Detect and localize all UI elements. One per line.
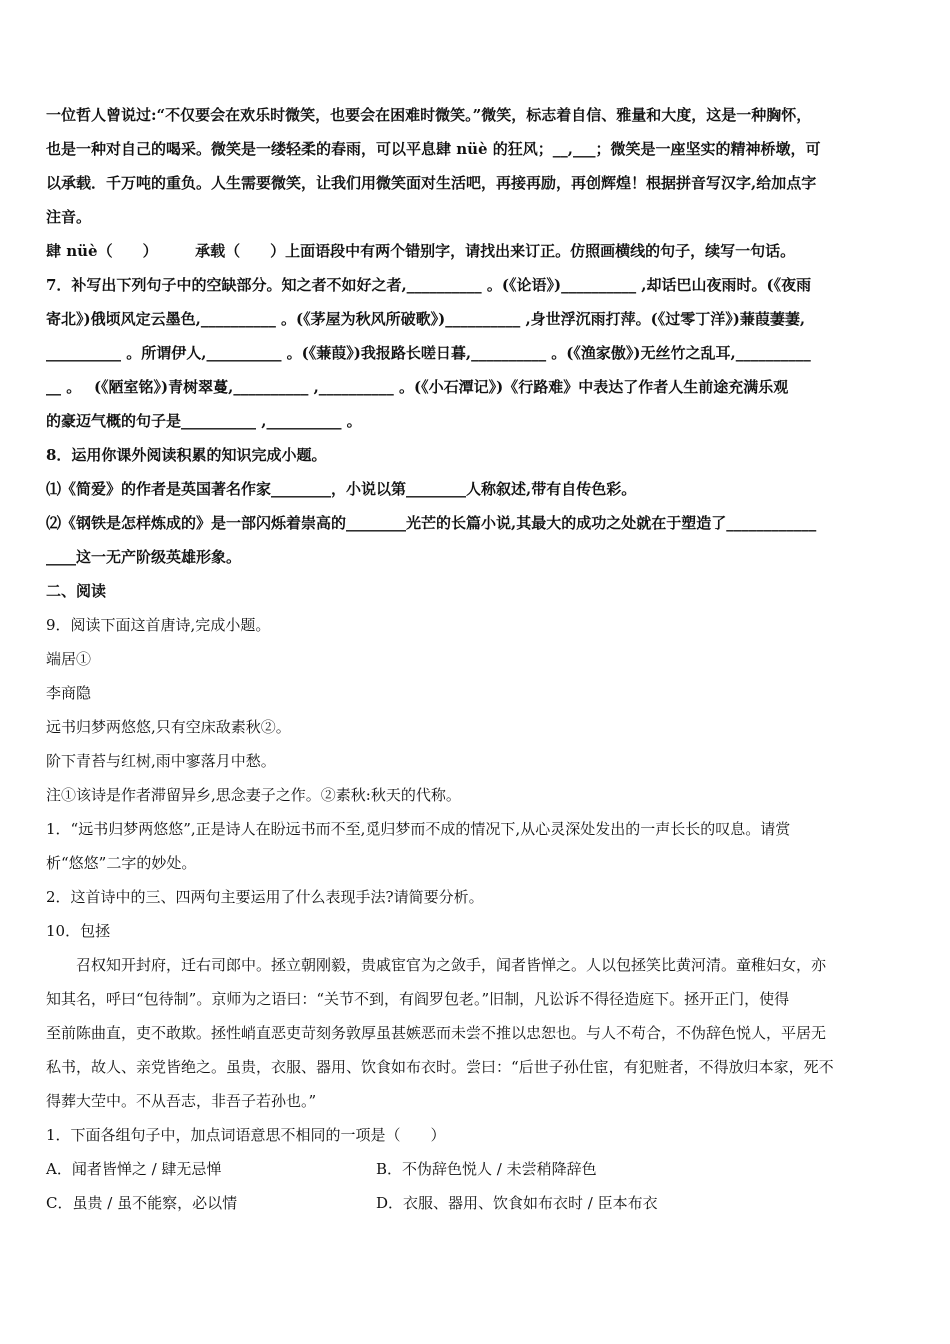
question-7-line: 的豪迈气概的句子是__________ ,__________ 。 (46, 412, 362, 430)
question-10-title: 10．包拯 (46, 922, 111, 940)
question-line: 肆 nüè（ ） 承载（ ）上面语段中有两个错别字，请找出来订正。仿照画横线的句子，续写一句话。 (46, 242, 796, 260)
passage-line: 以承载．千万吨的重负。人生需要微笑，让我们用微笑面对生活吧，再接再励，再创辉煌！根据拼音写汉字,给加点字 (46, 174, 817, 192)
question-7-line: __________ 。所谓伊人,__________ 。(《蒹葭》)我报路长嗟日暮,__________ 。(《渔家傲》)无丝竹之乱耳,__________ (46, 344, 811, 362)
poem-author: 李商隐 (46, 684, 92, 702)
passage-line: 一位哲人曾说过:“不仅要会在欢乐时微笑，也要会在困难时微笑。”微笑，标志着自信、雅量和大度，这是一种胸怀， (46, 106, 812, 124)
question-8-part-2-cont: ____这一无产阶级英雄形象。 (46, 548, 242, 566)
options-row (46, 1186, 908, 1220)
question-9-2: 2．这首诗中的三、四两句主要运用了什么表现手法?请简要分析。 (46, 888, 484, 906)
passage-line: 知其名，呼曰“包待制”。京师为之语曰：“关节不到，有阎罗包老。”旧制，凡讼诉不得径造庭下。拯开正门，使得 (46, 990, 790, 1008)
option-b: B．不伪辞色悦人 / 未尝稍降辞色 (376, 1160, 597, 1178)
passage-line: 得葬大茔中。不从吾志，非吾子若孙也。” (46, 1092, 317, 1110)
passage-line: 私书，故人、亲党皆绝之。虽贵，衣服、器用、饮食如布衣时。尝曰：“后世子孙仕宦，有犯赃者，不得放归本家，死不 (46, 1058, 834, 1076)
poem-title: 端居① (46, 650, 92, 668)
section-heading: 二、阅读 (46, 582, 107, 600)
question-8: 8．运用你课外阅读积累的知识完成小题。 (46, 446, 327, 464)
passage-line: 召权知开封府，迁右司郎中。拯立朝刚毅，贵戚宦官为之敛手，闻者皆惮之。人以包拯笑比黄河清。童稚妇女，亦 (76, 956, 827, 974)
passage-line: 至前陈曲直，吏不敢欺。拯性峭直恶吏苛刻务敦厚虽甚嫉恶而未尝不推以忠恕也。与人不苟合，不伪辞色悦人，平居无 (46, 1024, 827, 1042)
passage-line: 注音。 (46, 208, 92, 226)
question-9-1-cont: 析“悠悠”二字的妙处。 (46, 854, 197, 872)
question-8-part-1: ⑴《简爱》的作者是英国著名作家________，小说以第________人称叙述,带有自传色彩。 (46, 480, 637, 498)
document-page (46, 98, 908, 1220)
question-7: 7．补写出下列句子中的空缺部分。知之者不如好之者,__________ 。(《论语》)__________ ,却话巴山夜雨时。(《夜雨 (46, 276, 812, 294)
question-9: 9．阅读下面这首唐诗,完成小题。 (46, 616, 271, 634)
option-a: A．闻者皆惮之 / 肆无忌惮 (46, 1160, 222, 1178)
option-d: D．衣服、器用、饮食如布衣时 / 臣本布衣 (376, 1194, 658, 1212)
question-8-part-2: ⑵《钢铁是怎样炼成的》是一部闪烁着崇高的________光芒的长篇小说,其最大的成功之处就在于塑造了____________ (46, 514, 817, 532)
question-9-1: 1．“远书归梦两悠悠”,正是诗人在盼远书而不至,觅归梦而不成的情况下,从心灵深处发出的一声长长的叹息。请赏 (46, 820, 791, 838)
question-7-line: 寄北》)俄顷风定云墨色,__________ 。(《茅屋为秋风所破歌》)__________ ,身世浮沉雨打萍。(《过零丁洋》)蒹葭萋萋, (46, 310, 806, 328)
poem-line: 阶下青苔与红树,雨中寥落月中愁。 (46, 752, 276, 770)
passage-line: 也是一种对自己的喝采。微笑是一缕轻柔的春雨，可以平息肆 nüè 的狂风；__,___；微笑是一座坚实的精神桥墩，可 (46, 140, 821, 158)
question-7-line: __ 。 (《陋室铭》)青树翠蔓,__________ ,__________ 。(《小石潭记》)《行路难》中表达了作者人生前途充满乐观 (46, 378, 789, 396)
option-c: C．虽贵 / 虽不能察，必以情 (46, 1194, 238, 1212)
poem-note: 注①该诗是作者滞留异乡,思念妻子之作。②素秋:秋天的代称。 (46, 786, 461, 804)
poem-line: 远书归梦两悠悠,只有空床敌素秋②。 (46, 718, 291, 736)
options-row (46, 1152, 908, 1186)
question-10-1: 1．下面各组句子中，加点词语意思不相同的一项是（ ） (46, 1126, 446, 1144)
